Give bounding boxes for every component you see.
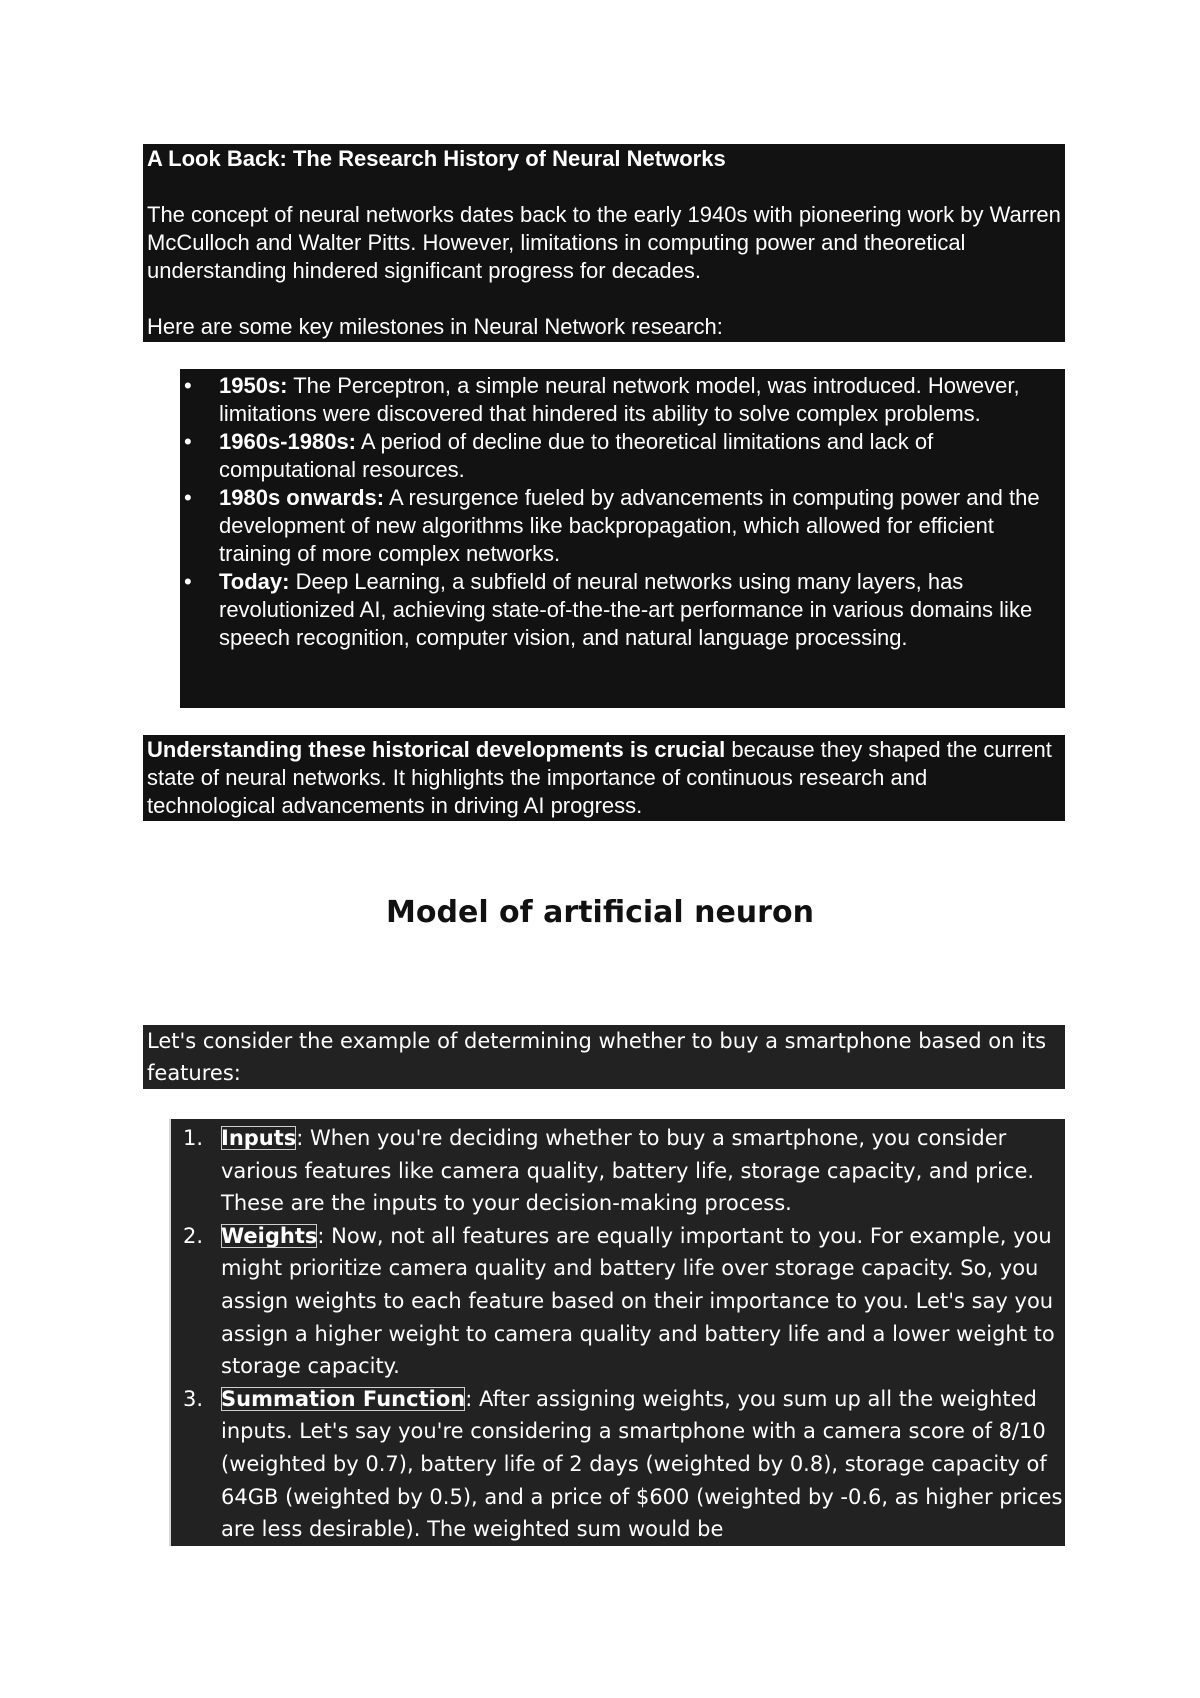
list-item <box>180 372 1065 428</box>
step-term: Summation Function <box>221 1386 466 1411</box>
step-text: : After assigning weights, you sum up all the weighted inputs. Let's say you're considering a smartphone with a camera score of 8/10 (weighted by 0.7), battery life of 2 days (weighted by 0.8), storage capacity of 64GB (weighted by 0.5), and a price of $600 (weighted by -0.6, as higher prices are less desirable). The weighted sum would be <box>221 1386 1063 1542</box>
conclusion-text: because they shaped the current state of neural networks. It highlights the importance of continuous research and technological advancements in driving AI progress. <box>147 737 1052 818</box>
step-text: : When you're deciding whether to buy a smartphone, you consider various features like camera quality, battery life, storage capacity, and price. These are the inputs to your decision-making process. <box>221 1126 1035 1216</box>
conclusion-bold: Understanding these historical developments is crucial <box>147 737 726 762</box>
milestone-text: Deep Learning, a subfield of neural networks using many layers, has revolutionized AI, achieving state-of-the-the-art performance in various domains like speech recognition, computer vision, and natural language processing. <box>219 569 1033 650</box>
step-number: 3. <box>183 1386 204 1411</box>
step-text: : Now, not all features are equally important to you. For example, you might prioritize camera quality and battery life over storage capacity. So, you assign weights to each feature based on their importance to you. Let's say you assign a higher weight to camera quality and battery life and a lower weight to storage capacity. <box>221 1223 1055 1379</box>
bullet-icon: • <box>184 485 192 510</box>
milestones-lead: Here are some key milestones in Neural Network research: <box>147 314 723 339</box>
list-item <box>180 484 1065 568</box>
milestones-block <box>180 369 1065 708</box>
history-conclusion-block <box>143 735 1065 821</box>
list-item <box>171 1383 1065 1546</box>
milestone-text: The Perceptron, a simple neural network model, was introduced. However, limitations were discovered that hindered its ability to solve complex problems. <box>219 373 1020 426</box>
milestone-text: A period of decline due to theoretical limitations and lack of computational resources. <box>219 429 934 482</box>
milestone-term: 1960s-1980s: <box>219 429 357 454</box>
bullet-icon: • <box>184 569 192 594</box>
example-intro-text: Let's consider the example of determining whether to buy a smartphone based on its features: <box>147 1029 1047 1085</box>
list-item <box>171 1220 1065 1383</box>
list-item <box>180 428 1065 484</box>
milestone-term: Today: <box>219 569 290 594</box>
step-number: 2. <box>183 1223 204 1248</box>
example-intro-block <box>143 1025 1065 1089</box>
steps-block <box>169 1119 1065 1546</box>
step-term: Inputs <box>221 1126 297 1150</box>
bullet-icon: • <box>184 429 192 454</box>
step-term: Weights <box>221 1223 318 1248</box>
milestone-text: A resurgence fueled by advancements in computing power and the development of new algorithms like backpropagation, which allowed for efficient training of more complex networks. <box>219 485 1040 566</box>
milestone-term: 1980s onwards: <box>219 485 385 510</box>
section-heading: Model of artificial neuron <box>386 895 814 930</box>
steps-list <box>171 1122 1065 1546</box>
list-item <box>180 568 1065 652</box>
milestone-term: 1950s: <box>219 373 288 398</box>
milestones-list <box>180 372 1065 652</box>
history-intro-paragraph: The concept of neural networks dates back to the early 1940s with pioneering work by Warren McCulloch and Walter Pitts. However, limitations in computing power and theoretical understanding hindered significant progress for decades. <box>147 202 1061 283</box>
list-item <box>171 1122 1065 1220</box>
history-title: A Look Back: The Research History of Neural Networks <box>147 146 726 171</box>
history-intro-block <box>143 144 1065 342</box>
bullet-icon: • <box>184 373 192 398</box>
step-number: 1. <box>183 1126 204 1150</box>
